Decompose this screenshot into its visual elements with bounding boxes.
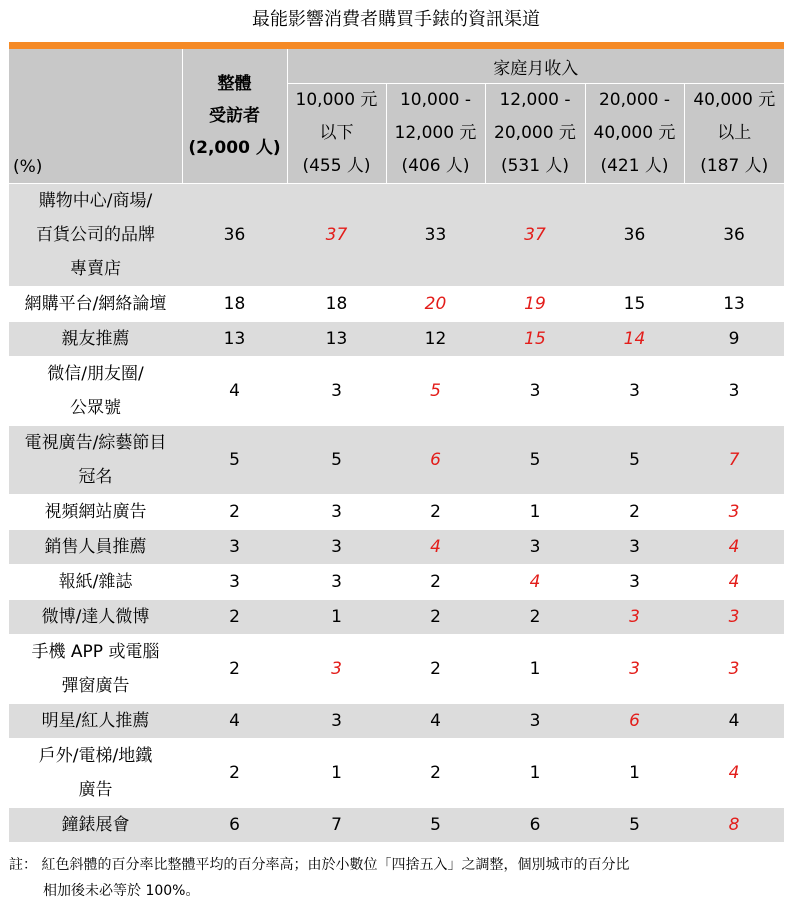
table-body <box>9 184 784 843</box>
band-value: 3 <box>485 357 585 426</box>
table-row <box>9 704 784 739</box>
band-value: 5 <box>386 357 485 426</box>
band-value: 4 <box>684 530 784 565</box>
income-group-header: 家庭月收入 <box>287 49 784 84</box>
band-value: 18 <box>287 287 386 322</box>
row-label-line: 微博/達人微博 <box>41 607 150 627</box>
band-value: 3 <box>287 357 386 426</box>
band-value: 7 <box>684 426 784 495</box>
table-row <box>9 357 784 426</box>
band-value: 3 <box>585 357 684 426</box>
income-band-line: 40,000 元 <box>693 90 776 110</box>
band-value: 2 <box>485 600 585 635</box>
footnote-line: 相加後未必等於 100%。 <box>43 883 200 899</box>
row-label <box>9 600 182 635</box>
row-label-line: 專賣店 <box>70 259 121 279</box>
band-value: 5 <box>585 808 684 843</box>
band-value: 20 <box>386 287 485 322</box>
band-value: 3 <box>287 635 386 704</box>
overall-value: 3 <box>182 565 287 600</box>
row-label-line: 冠名 <box>78 467 113 487</box>
row-label <box>9 184 182 287</box>
band-value: 5 <box>386 808 485 843</box>
band-value: 2 <box>386 739 485 808</box>
band-value: 4 <box>386 530 485 565</box>
row-label-line: 電視廣告/綜藝節目 <box>24 433 167 453</box>
overall-value: 2 <box>182 635 287 704</box>
table-row <box>9 739 784 808</box>
band-value: 2 <box>386 600 485 635</box>
row-label-line: 廣告 <box>78 780 113 800</box>
band-value: 1 <box>485 495 585 530</box>
band-value: 1 <box>287 739 386 808</box>
band-value: 3 <box>585 565 684 600</box>
income-band-line: 20,000 元 <box>494 123 576 143</box>
row-label-line: 明星/紅人推薦 <box>41 711 150 731</box>
row-label <box>9 426 182 495</box>
footnote <box>9 852 784 904</box>
orange-rule <box>9 42 784 49</box>
row-label-line: 微信/朋友圈/ <box>47 364 144 384</box>
band-value: 4 <box>684 739 784 808</box>
unit-label: (%) <box>9 49 182 184</box>
band-value: 2 <box>585 495 684 530</box>
band-value: 8 <box>684 808 784 843</box>
band-value: 5 <box>585 426 684 495</box>
income-band-line: 以上 <box>717 123 752 143</box>
income-band-line: 40,000 元 <box>593 123 676 143</box>
page-title: 最能影響消費者購買手錶的資訊渠道 <box>252 9 540 30</box>
row-label-line: 鐘錶展會 <box>61 815 130 835</box>
overall-value: 13 <box>182 322 287 357</box>
band-value: 19 <box>485 287 585 322</box>
overall-header-line: 整體 <box>217 74 252 94</box>
band-value: 6 <box>485 808 585 843</box>
row-label <box>9 322 182 357</box>
row-label-line: 公眾號 <box>70 398 121 418</box>
income-band-line: 12,000 元 <box>394 123 477 143</box>
row-label-line: 彈窗廣告 <box>61 676 130 696</box>
band-value: 3 <box>585 530 684 565</box>
band-value: 14 <box>585 322 684 357</box>
table-row <box>9 530 784 565</box>
band-value: 33 <box>386 184 485 287</box>
band-value: 3 <box>485 530 585 565</box>
overall-value: 2 <box>182 739 287 808</box>
income-band-line: (421 人) <box>600 156 669 176</box>
overall-value: 4 <box>182 704 287 739</box>
band-value: 4 <box>684 565 784 600</box>
band-value: 9 <box>684 322 784 357</box>
row-label <box>9 808 182 843</box>
row-label <box>9 635 182 704</box>
band-value: 3 <box>585 635 684 704</box>
band-value: 3 <box>684 357 784 426</box>
band-value: 3 <box>287 704 386 739</box>
band-value: 3 <box>287 495 386 530</box>
row-label-line: 百貨公司的品牌 <box>36 225 155 245</box>
footnote-line: 註： 紅色斜體的百分率比整體平均的百分率高；由於小數位「四捨五入」之調整，個別城市的百分比 <box>9 857 630 873</box>
table-row <box>9 635 784 704</box>
overall-value: 36 <box>182 184 287 287</box>
income-band-line: (531 人) <box>500 156 570 176</box>
overall-header <box>182 49 287 184</box>
row-label <box>9 495 182 530</box>
row-label-line: 視頻網站廣告 <box>44 502 147 522</box>
band-value: 3 <box>684 635 784 704</box>
income-band-line: (406 人) <box>401 156 470 176</box>
income-band-line: 10,000 元 <box>295 90 378 110</box>
row-label-line: 戶外/電梯/地鐵 <box>38 746 153 766</box>
band-value: 3 <box>485 704 585 739</box>
table-row <box>9 426 784 495</box>
income-band-header <box>485 84 585 184</box>
band-value: 5 <box>485 426 585 495</box>
overall-header-line: 受訪者 <box>209 106 260 126</box>
income-band-line: (187 人) <box>700 156 769 176</box>
band-value: 5 <box>287 426 386 495</box>
income-band-line: 12,000 - <box>499 90 571 110</box>
income-band-line: 20,000 - <box>598 90 671 110</box>
overall-value: 2 <box>182 600 287 635</box>
income-band-header <box>287 84 386 184</box>
income-band-header <box>585 84 684 184</box>
band-value: 3 <box>585 600 684 635</box>
band-value: 13 <box>684 287 784 322</box>
band-value: 1 <box>485 739 585 808</box>
row-label <box>9 704 182 739</box>
row-label-line: 購物中心/商場/ <box>38 191 153 211</box>
band-value: 3 <box>684 495 784 530</box>
band-value: 12 <box>386 322 485 357</box>
data-table <box>9 49 784 842</box>
band-value: 3 <box>287 565 386 600</box>
row-label <box>9 565 182 600</box>
band-value: 15 <box>585 287 684 322</box>
row-label-line: 報紙/雜誌 <box>58 572 133 592</box>
band-value: 6 <box>386 426 485 495</box>
band-value: 15 <box>485 322 585 357</box>
row-label <box>9 739 182 808</box>
band-value: 4 <box>684 704 784 739</box>
band-value: 2 <box>386 635 485 704</box>
band-value: 4 <box>485 565 585 600</box>
table-row <box>9 495 784 530</box>
band-value: 13 <box>287 322 386 357</box>
band-value: 37 <box>485 184 585 287</box>
overall-value: 4 <box>182 357 287 426</box>
row-label <box>9 287 182 322</box>
table-row <box>9 808 784 843</box>
band-value: 1 <box>287 600 386 635</box>
band-value: 36 <box>684 184 784 287</box>
row-label-line: 手機 APP 或電腦 <box>31 642 160 662</box>
band-value: 37 <box>287 184 386 287</box>
income-band-line: 以下 <box>319 123 354 143</box>
overall-value: 3 <box>182 530 287 565</box>
band-value: 2 <box>386 495 485 530</box>
band-value: 3 <box>287 530 386 565</box>
band-value: 2 <box>386 565 485 600</box>
income-band-header <box>386 84 485 184</box>
table-row <box>9 322 784 357</box>
band-value: 7 <box>287 808 386 843</box>
band-value: 6 <box>585 704 684 739</box>
row-label <box>9 530 182 565</box>
table-row <box>9 184 784 287</box>
income-band-line: 10,000 - <box>399 90 472 110</box>
band-value: 3 <box>684 600 784 635</box>
overall-value: 18 <box>182 287 287 322</box>
row-label-line: 銷售人員推薦 <box>44 537 147 557</box>
band-value: 1 <box>585 739 684 808</box>
band-value: 1 <box>485 635 585 704</box>
overall-value: 6 <box>182 808 287 843</box>
overall-value: 5 <box>182 426 287 495</box>
row-label-line: 親友推薦 <box>61 329 130 349</box>
income-band-line: (455 人) <box>302 156 371 176</box>
income-band-header <box>684 84 784 184</box>
overall-value: 2 <box>182 495 287 530</box>
table-row <box>9 600 784 635</box>
overall-header-line: (2,000 人) <box>188 138 281 158</box>
table-row <box>9 565 784 600</box>
band-value: 4 <box>386 704 485 739</box>
band-value: 36 <box>585 184 684 287</box>
table-header <box>9 49 784 184</box>
table-row <box>9 287 784 322</box>
row-label <box>9 357 182 426</box>
row-label-line: 網購平台/網絡論壇 <box>24 294 167 314</box>
